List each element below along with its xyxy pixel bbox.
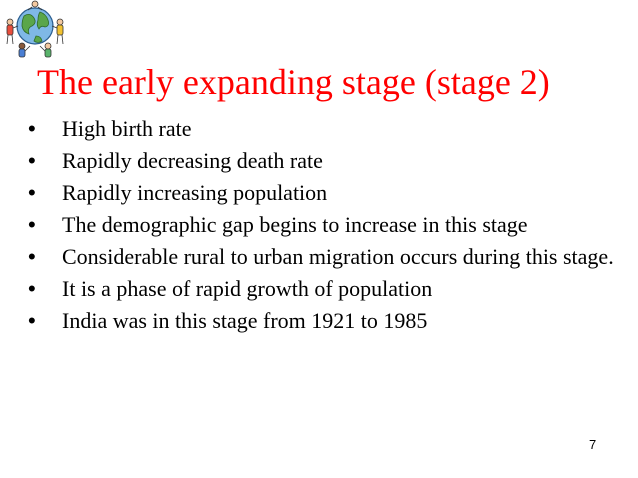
- bullet-dot: •: [28, 276, 36, 301]
- bullet-dot: •: [28, 308, 36, 333]
- bullet-text: Rapidly decreasing death rate: [62, 148, 323, 173]
- list-item: [28, 308, 628, 334]
- bullet-text: Rapidly increasing population: [62, 180, 328, 205]
- list-item: [28, 180, 628, 206]
- list-item: [28, 276, 628, 302]
- globe-with-people-icon: [2, 0, 68, 60]
- bullet-dot: •: [28, 244, 36, 269]
- bullet-text: It is a phase of rapid growth of population: [62, 276, 433, 301]
- list-item: [28, 116, 628, 142]
- bullet-text: India was in this stage from 1921 to 1985: [62, 308, 428, 333]
- list-item: [28, 244, 628, 270]
- bullet-dot: •: [28, 148, 36, 173]
- bullet-dot: •: [28, 212, 36, 237]
- bullet-text: High birth rate: [62, 116, 192, 141]
- page-number: 7: [589, 437, 597, 452]
- slide-title: The early expanding stage (stage 2): [37, 62, 550, 102]
- list-item: [28, 148, 628, 174]
- list-item: [28, 212, 628, 238]
- bullet-list: [28, 116, 628, 340]
- bullet-dot: •: [28, 116, 36, 141]
- bullet-text: Considerable rural to urban migration occurs during this stage.: [62, 244, 614, 269]
- bullet-text: The demographic gap begins to increase in this stage: [62, 212, 528, 237]
- bullet-dot: •: [28, 180, 36, 205]
